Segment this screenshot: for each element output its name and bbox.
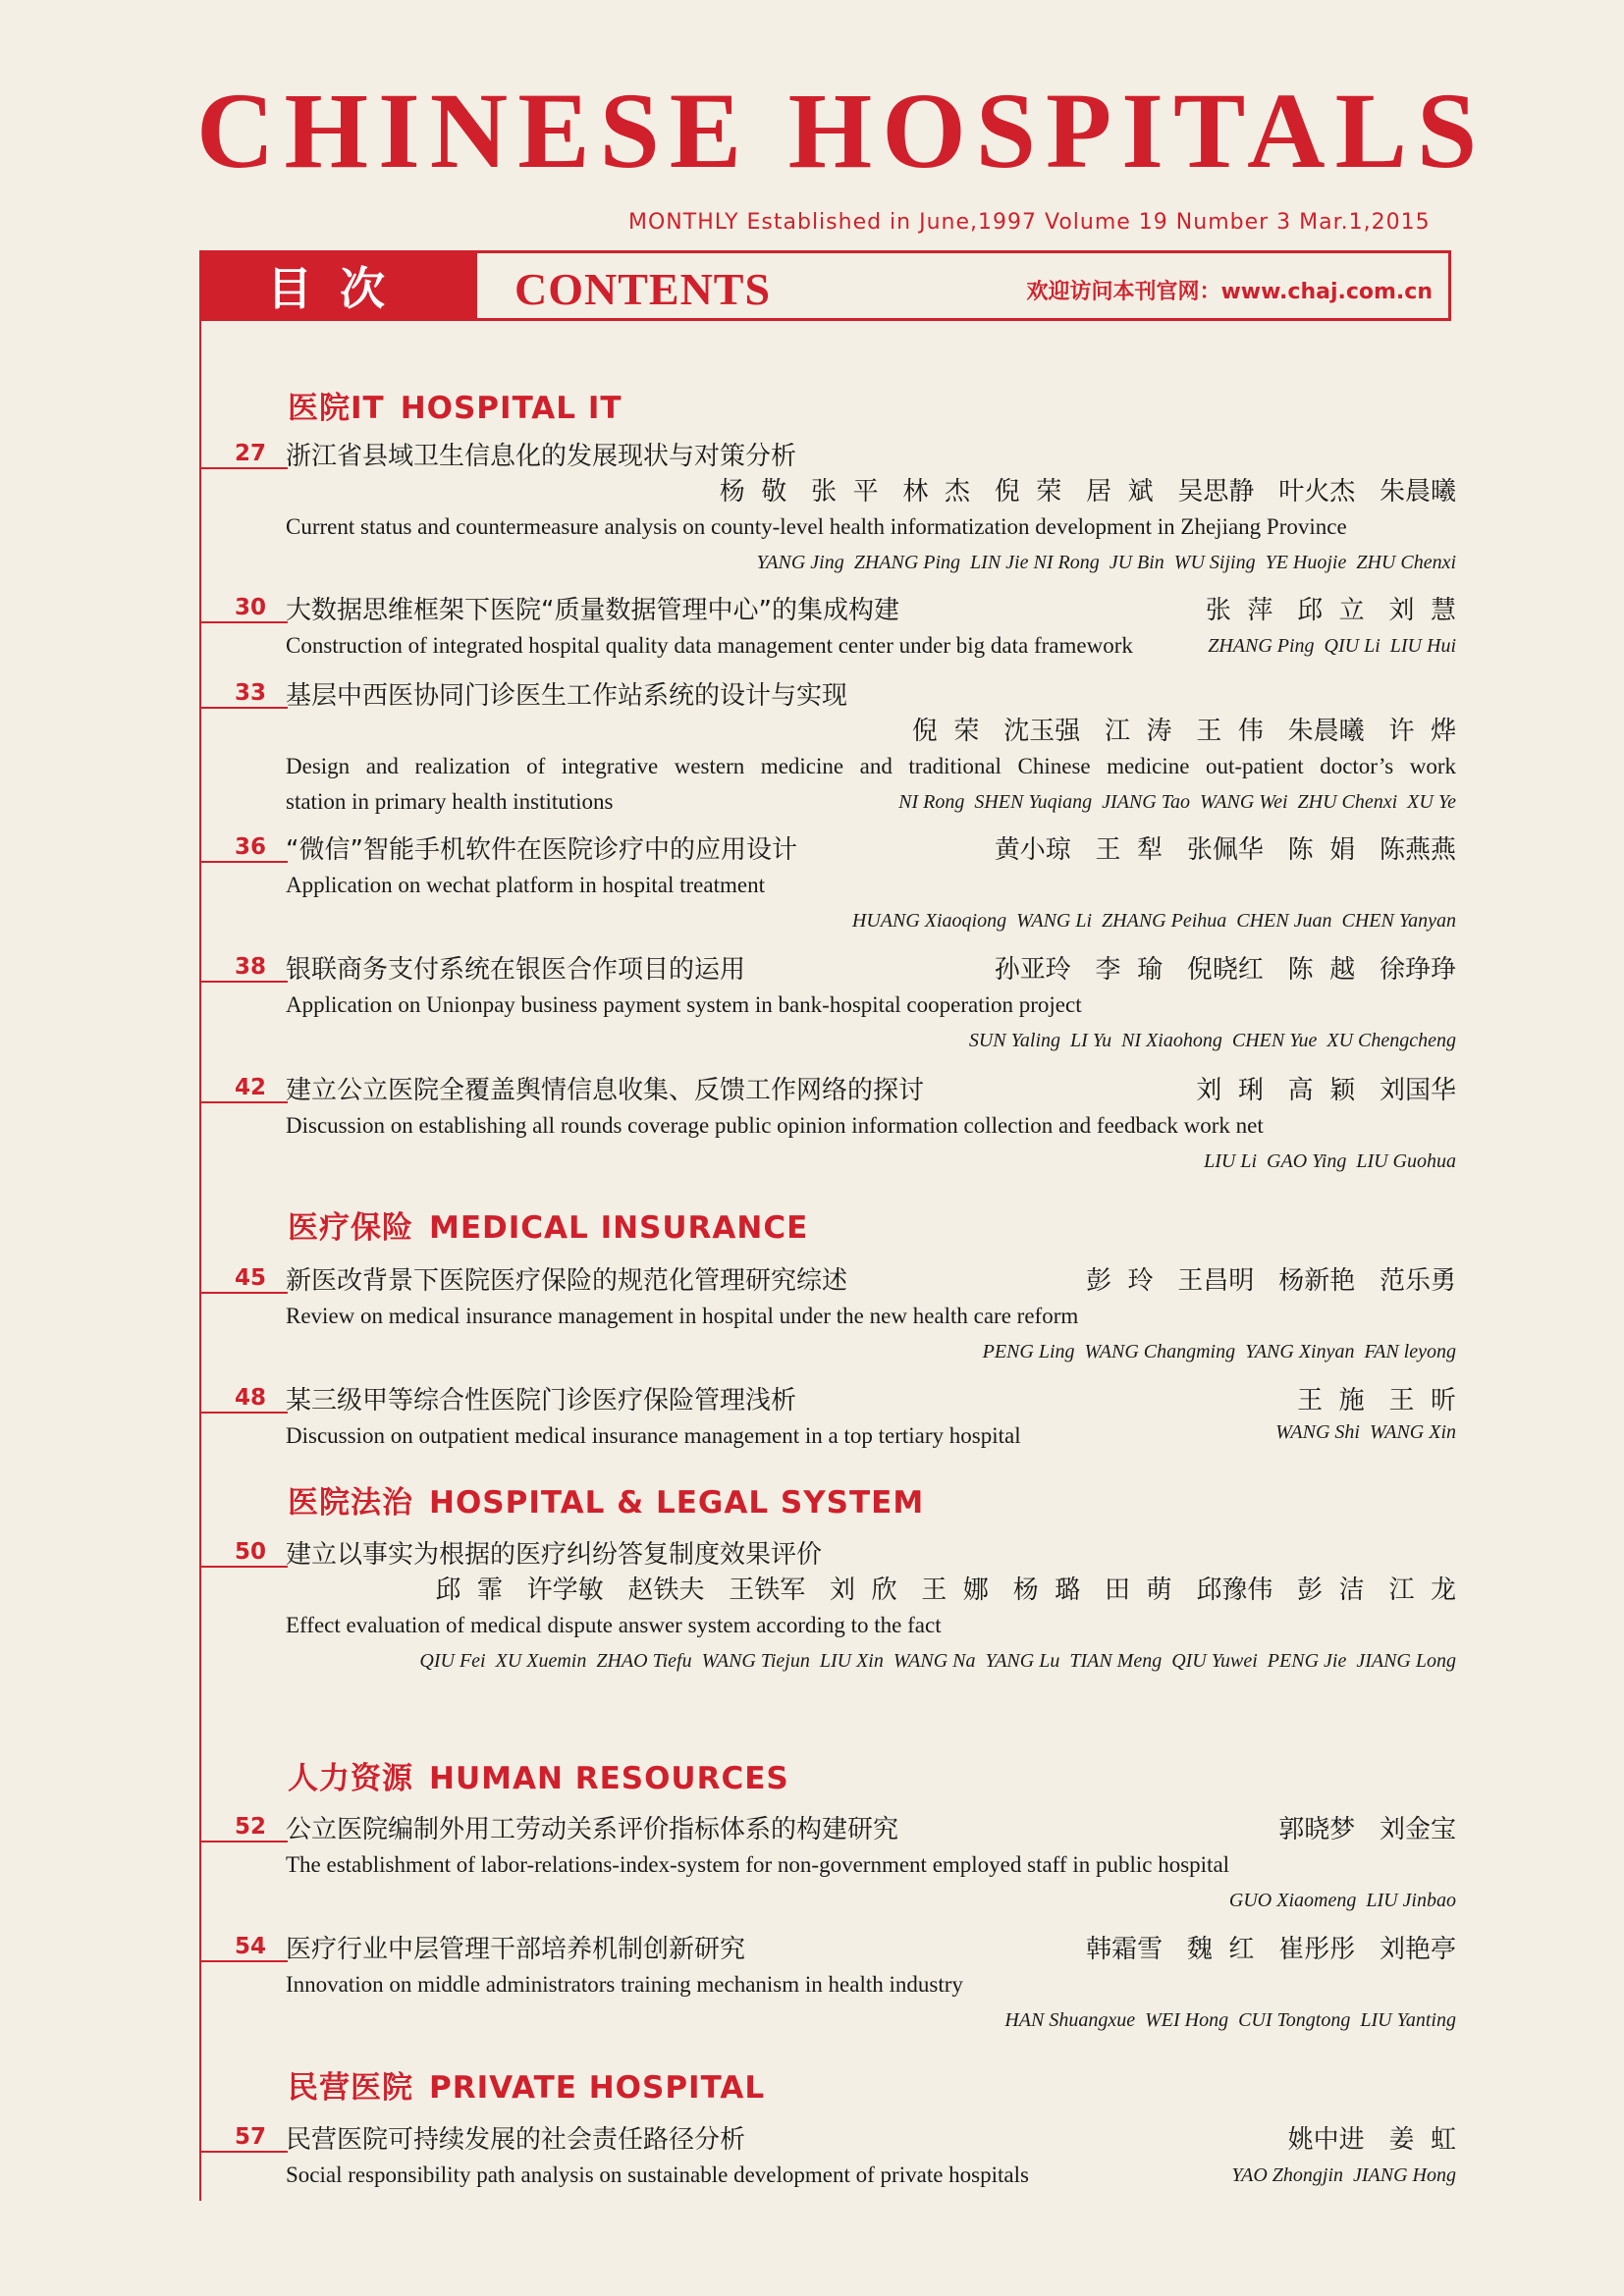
issue-info: MONTHLY Established in June,1997 Volume 19 Number 3 Mar.1,2015 — [628, 210, 1431, 235]
contents-label-en: CONTENTS — [514, 264, 772, 314]
authors-cn: 黄小琼 王 犁 张佩华 陈 娟 陈燕燕 — [994, 835, 1456, 865]
article-title-cn: 浙江省县域卫生信息化的发展现状与对策分析 — [286, 442, 797, 471]
article-title-cn: 大数据思维框架下医院“质量数据管理中心”的集成构建 — [286, 596, 899, 625]
article-title-en: Design and realization of integrative western medicine and traditional Chinese medicine out-patient doctor’s work — [286, 754, 1456, 778]
page-number: 42 — [199, 1074, 288, 1103]
section-title-en: HUMAN RESOURCES — [429, 1761, 789, 1796]
section-title-cn: 医院法治 — [288, 1485, 413, 1521]
authors-en: WANG Shi WANG Xin — [1275, 1421, 1456, 1443]
authors-en: LIU Li GAO Ying LIU Guohua — [1204, 1150, 1456, 1172]
authors-cn: 彭 玲 王昌明 杨新艳 范乐勇 — [1086, 1266, 1456, 1296]
authors-en: HUANG Xiaoqiong WANG Li ZHANG Peihua CHEN Juan CHEN Yanyan — [851, 910, 1456, 932]
authors-cn: 姚中进 姜 虹 — [1287, 2125, 1456, 2155]
authors-en: YANG Jing ZHANG Ping LIN Jie NI Rong JU Bin WU Sijing YE Huojie ZHU Chenxi — [756, 552, 1456, 573]
page-number: 57 — [199, 2123, 288, 2153]
section-title-cn: 民营医院 — [288, 2070, 413, 2106]
page-number: 27 — [199, 440, 288, 469]
authors-en: PENG Ling WANG Changming YANG Xinyan FAN leyong — [982, 1341, 1456, 1362]
article-title-cn: 建立公立医院全覆盖舆情信息收集、反馈工作网络的探讨 — [286, 1076, 925, 1105]
section-hospital-it — [288, 383, 623, 427]
journal-title: CHINESE HOSPITALS — [196, 71, 1488, 190]
page-number: 30 — [199, 594, 288, 623]
authors-cn: 倪 荣 沈玉强 江 涛 王 伟 朱晨曦 许 烨 — [911, 717, 1456, 746]
article-title-en: Discussion on establishing all rounds coverage public opinion information collection and feedback work net — [286, 1113, 1264, 1138]
section-title-en: HOSPITAL IT — [400, 391, 623, 426]
section-medical-insurance — [288, 1202, 808, 1247]
authors-cn: 韩霜雪 魏 红 崔彤彤 刘艳亭 — [1086, 1935, 1456, 1964]
website-link[interactable]: 欢迎访问本刊官网：www.chaj.com.cn — [1026, 280, 1433, 304]
section-title-cn: 医院IT — [288, 391, 385, 426]
authors-en: YAO Zhongjin JIANG Hong — [1231, 2164, 1456, 2186]
section-private-hospital — [288, 2062, 765, 2107]
article-title-cn: “微信”智能手机软件在医院诊疗中的应用设计 — [286, 835, 797, 865]
section-title-cn: 人力资源 — [288, 1761, 413, 1796]
authors-cn: 刘 琍 高 颖 刘国华 — [1196, 1076, 1456, 1105]
authors-cn: 王 施 王 昕 — [1297, 1386, 1456, 1415]
authors-cn: 郭晓梦 刘金宝 — [1278, 1815, 1456, 1844]
authors-cn: 张 萍 邱 立 刘 慧 — [1205, 596, 1456, 625]
article-title-cn: 公立医院编制外用工劳动关系评价指标体系的构建研究 — [286, 1815, 899, 1844]
article-title-en: Review on medical insurance management in hospital under the new health care reform — [286, 1304, 1079, 1328]
section-legal-system — [288, 1477, 924, 1522]
authors-en: QIU Fei XU Xuemin ZHAO Tiefu WANG Tiejun LIU Xin WANG Na YANG Lu TIAN Meng QIU Yuwei PENG Jie JIANG Long — [419, 1650, 1456, 1672]
authors-cn: 邱 霏 许学敏 赵铁夫 王铁军 刘 欣 王 娜 杨 璐 田 萌 邱豫伟 彭 洁 江 龙 — [435, 1575, 1456, 1605]
contents-label-cn: 目次 — [202, 253, 477, 318]
page-number: 50 — [199, 1538, 288, 1568]
section-title-en: MEDICAL INSURANCE — [429, 1210, 809, 1246]
page-number: 48 — [199, 1384, 288, 1414]
article-title-en: Discussion on outpatient medical insurance management in a top tertiary hospital — [286, 1423, 1021, 1448]
article-title-en: Innovation on middle administrators training mechanism in health industry — [286, 1972, 963, 1997]
page-number: 33 — [199, 679, 288, 709]
article-title-en: Construction of integrated hospital quality data management center under big data framework — [286, 633, 1133, 658]
authors-cn: 孙亚玲 李 瑜 倪晓红 陈 越 徐琤琤 — [994, 955, 1456, 985]
article-title-cn: 某三级甲等综合性医院门诊医疗保险管理浅析 — [286, 1386, 797, 1415]
article-title-en: Application on Unionpay business payment system in bank-hospital cooperation project — [286, 992, 1082, 1017]
authors-en: HAN Shuangxue WEI Hong CUI Tongtong LIU Yanting — [1004, 2009, 1456, 2031]
article-title-en: The establishment of labor-relations-index-system for non-government employed staff in public hospital — [286, 1852, 1230, 1877]
article-title-en: Current status and countermeasure analysis on county-level health informatization development in Zhejiang Province — [286, 514, 1347, 539]
article-title-cn: 新医改背景下医院医疗保险的规范化管理研究综述 — [286, 1266, 848, 1296]
article-title-cn: 民营医院可持续发展的社会责任路径分析 — [286, 2125, 746, 2155]
authors-en: ZHANG Ping QIU Li LIU Hui — [1208, 635, 1456, 657]
article-title-cn: 医疗行业中层管理干部培养机制创新研究 — [286, 1935, 746, 1964]
authors-en: GUO Xiaomeng LIU Jinbao — [1228, 1890, 1456, 1911]
section-title-en: HOSPITAL & LEGAL SYSTEM — [429, 1485, 925, 1521]
authors-en: NI Rong SHEN Yuqiang JIANG Tao WANG Wei ZHU Chenxi XU Ye — [898, 791, 1456, 813]
article-title-en: Social responsibility path analysis on sustainable development of private hospitals — [286, 2163, 1029, 2187]
contents-header-bar — [199, 250, 1451, 321]
authors-cn: 杨 敬 张 平 林 杰 倪 荣 居 斌 吴思静 叶火杰 朱晨曦 — [719, 477, 1456, 507]
page-number: 52 — [199, 1813, 288, 1842]
article-title-cn: 银联商务支付系统在银医合作项目的运用 — [286, 955, 746, 985]
section-human-resources — [288, 1753, 789, 1797]
article-title-en-line2: station in primary health institutions — [286, 789, 614, 814]
section-title-en: PRIVATE HOSPITAL — [429, 2070, 766, 2106]
article-title-en: Effect evaluation of medical dispute answer system according to the fact — [286, 1613, 942, 1637]
section-title-cn: 医疗保险 — [288, 1210, 413, 1246]
article-title-cn: 建立以事实为根据的医疗纠纷答复制度效果评价 — [286, 1540, 823, 1570]
article-title-en: Application on wechat platform in hospital treatment — [286, 873, 765, 897]
page-number: 45 — [199, 1264, 288, 1294]
authors-en: SUN Yaling LI Yu NI Xiaohong CHEN Yue XU Chengcheng — [968, 1030, 1456, 1051]
page-number: 36 — [199, 833, 288, 863]
page-number: 38 — [199, 953, 288, 983]
article-title-cn: 基层中西医协同门诊医生工作站系统的设计与实现 — [286, 681, 848, 711]
page-number: 54 — [199, 1933, 288, 1962]
